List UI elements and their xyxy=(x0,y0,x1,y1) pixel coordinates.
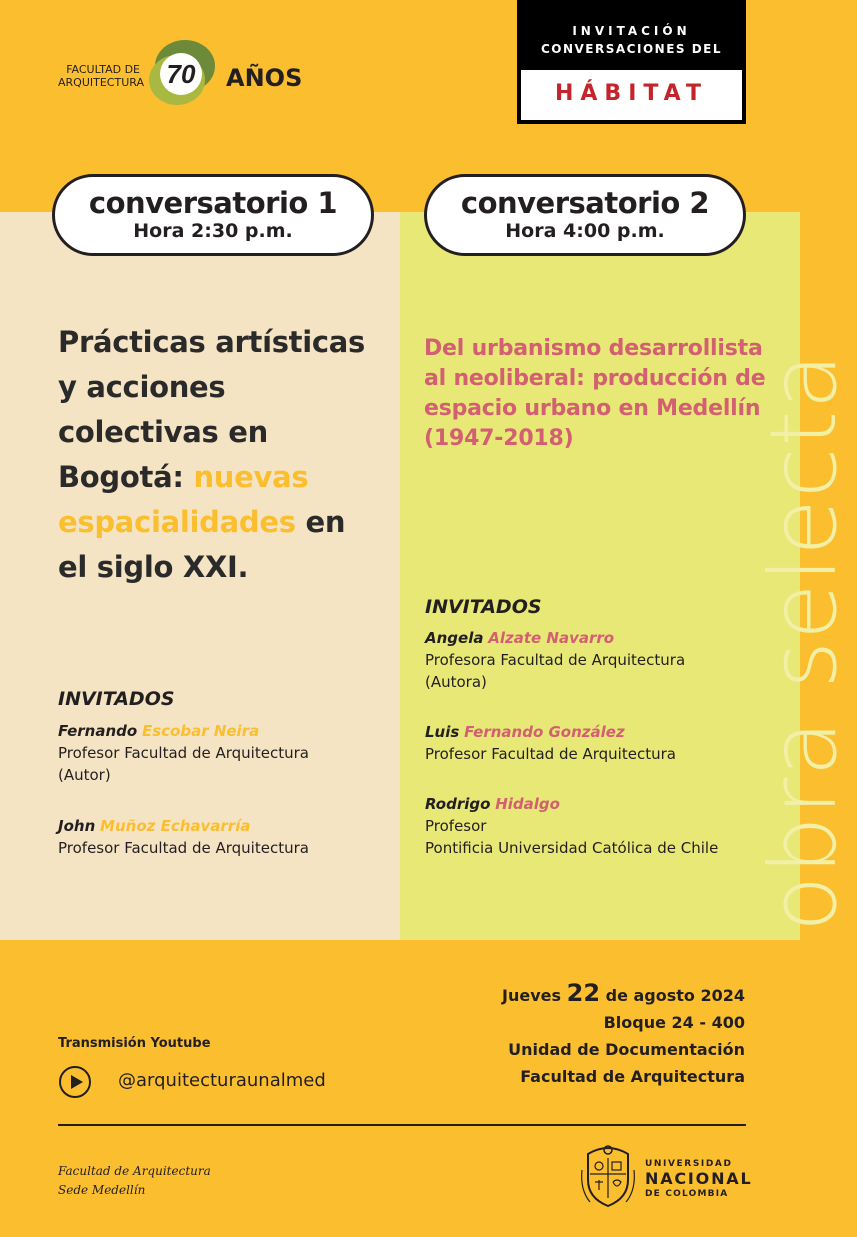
youtube-handle-link[interactable]: @arquitecturaunalmed xyxy=(118,1070,326,1091)
faculty-label-line2: ARQUITECTURA xyxy=(58,76,144,89)
event-day: Jueves xyxy=(502,986,562,1005)
guest-item xyxy=(58,815,309,859)
guest-first-name: Angela xyxy=(425,629,484,647)
event-date xyxy=(502,980,745,1009)
guest-role: Profesor Facultad de Arquitectura xyxy=(58,744,309,762)
watermark-text: obra selecta xyxy=(750,352,857,932)
talk-1-title xyxy=(58,320,378,590)
habitat-title: HÁBITAT xyxy=(554,81,709,106)
event-block: Bloque 24 - 400 xyxy=(603,1013,745,1032)
university-logo-text xyxy=(645,1159,752,1199)
conversatorio-1-pill xyxy=(52,174,374,256)
stream-label: Transmisión Youtube xyxy=(58,1036,211,1051)
invitation-line1: INVITACIÓN xyxy=(572,24,691,38)
event-date-number: 22 xyxy=(566,979,601,1007)
guest-last-name: Muñoz Echavarría xyxy=(100,817,251,835)
talk-2-title: Del urbanismo desarrollista al neoliberal: producción de espacio urbano en Medellín (1947-2018) xyxy=(424,336,766,451)
university-seal-icon xyxy=(580,1140,636,1210)
guest-role: Profesor Facultad de Arquitectura xyxy=(58,839,309,857)
guest-last-name: Alzate Navarro xyxy=(488,629,615,647)
conversatorio-2-pill xyxy=(424,174,746,256)
guest-item xyxy=(425,793,718,859)
conversatorio-1-title: conversatorio 1 xyxy=(88,186,338,220)
footer-faculty-line1: Facultad de Arquitectura xyxy=(58,1164,211,1178)
footer-divider xyxy=(58,1124,746,1126)
play-icon[interactable] xyxy=(58,1065,92,1099)
guest-item xyxy=(58,720,309,786)
guest-note: (Autora) xyxy=(425,673,487,691)
footer-faculty-line2: Sede Medellín xyxy=(58,1183,146,1197)
conversatorio-2-hour: Hora 4:00 p.m. xyxy=(505,220,665,242)
guest-note: (Autor) xyxy=(58,766,111,784)
guest-affiliation: Pontificia Universidad Católica de Chile xyxy=(425,839,719,857)
event-details xyxy=(502,980,745,1090)
guest-first-name: Luis xyxy=(425,723,460,741)
guest-role: Profesora Facultad de Arquitectura xyxy=(425,651,686,669)
guest-last-name: Escobar Neira xyxy=(141,722,260,740)
guest-first-name: John xyxy=(58,817,96,835)
talk-1-highlight: nuevas espacialidades xyxy=(58,460,309,539)
event-unit: Unidad de Documentación xyxy=(508,1040,745,1059)
faculty-label-line1: FACULTAD DE xyxy=(66,63,140,76)
guest-first-name: Fernando xyxy=(58,722,138,740)
university-line2: NACIONAL xyxy=(645,1169,753,1188)
guest-item xyxy=(425,627,685,693)
talk-1-part1: Prácticas artísticas y acciones colectivas en Bogotá: xyxy=(58,325,365,494)
guest-last-name: Fernando González xyxy=(464,723,625,741)
invitation-box xyxy=(517,0,746,124)
talk-1-part2: en el siglo XXI. xyxy=(58,505,346,584)
guest-first-name: Rodrigo xyxy=(425,795,491,813)
habitat-banner xyxy=(521,70,742,120)
university-line1: UNIVERSIDAD xyxy=(645,1159,733,1169)
event-faculty: Facultad de Arquitectura xyxy=(520,1067,745,1086)
badge-number: 70 xyxy=(166,59,196,89)
faculty-label xyxy=(58,63,144,89)
conversatorio-1-hour: Hora 2:30 p.m. xyxy=(133,220,293,242)
invitation-line2: CONVERSACIONES DEL xyxy=(540,42,723,56)
years-label: AÑOS xyxy=(226,64,303,92)
anniversary-badge-icon xyxy=(145,36,219,110)
guest-last-name: Hidalgo xyxy=(495,795,560,813)
guest-item xyxy=(425,721,676,765)
guest-role: Profesor xyxy=(425,817,487,835)
footer-faculty xyxy=(58,1162,211,1200)
university-line3: DE COLOMBIA xyxy=(645,1189,729,1199)
guests-2-heading: INVITADOS xyxy=(425,596,542,618)
conversatorio-2-title: conversatorio 2 xyxy=(460,186,710,220)
guest-role: Profesor Facultad de Arquitectura xyxy=(425,745,676,763)
guests-1-heading: INVITADOS xyxy=(58,688,175,710)
event-date-rest: de agosto 2024 xyxy=(605,986,745,1005)
